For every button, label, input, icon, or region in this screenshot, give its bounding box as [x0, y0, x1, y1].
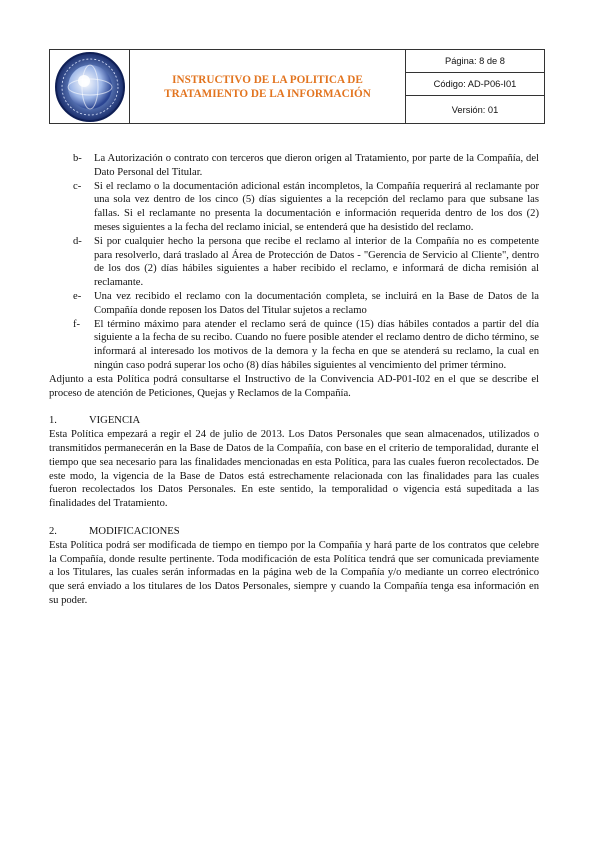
list-item	[49, 235, 539, 290]
section-heading	[49, 525, 539, 539]
item-label: d-	[73, 235, 82, 247]
document-code: Código: AD-P06-I01	[406, 73, 544, 96]
page-number: Página: 8 de 8	[406, 50, 544, 73]
section-title: MODIFICACIONES	[89, 525, 180, 537]
list-item	[49, 180, 539, 235]
section-text: Esta Política empezará a regir el 24 de julio de 2013. Los Datos Personales que sean almacenados, utilizados o transmitidos permanecerán en la Base de Datos de la Compañía, con base en el criterio de temporalidad, durante el tiempo que sea necesario para las finalidades mencionadas en esta Política, para las cuales fueron recolectados. De este modo, la vigencia de la Base de Datos está estrechamente relacionada con las finalidades para las cuales fueron recolectados los Datos Personales. En este sentido, la temporalidad o vigencia está supeditada a las finalidades del Tratamiento.	[49, 429, 539, 510]
list-item	[49, 152, 539, 180]
section-heading	[49, 414, 539, 428]
item-text: La Autorización o contrato con terceros que dieron origen al Tratamiento, por parte de la Compañía, del Dato Personal del Titular.	[94, 153, 539, 178]
title-line-2: TRATAMIENTO DE LA INFORMACIÓN	[164, 87, 371, 100]
document-header	[49, 49, 545, 124]
section-title: VIGENCIA	[89, 415, 141, 427]
logo-cell	[50, 50, 130, 123]
document-version: Versión: 01	[451, 104, 499, 115]
item-label: e-	[73, 290, 82, 302]
item-label: f-	[73, 318, 81, 330]
document-body	[49, 152, 539, 608]
section-number: 1.	[49, 415, 57, 427]
item-label: b-	[73, 153, 82, 164]
title-line-1: INSTRUCTIVO DE LA POLITICA DE	[172, 73, 363, 86]
item-text: El término máximo para atender el reclamo será de quince (15) días hábiles contados a partir del día siguiente a la fecha de su recibo. Cuando no fuere posible atender el reclamo dentro de dicho término, se informará al interesado los motivos de la demora y la fecha en que se atenderá su reclamo, la cual en ningún caso podrá superar los ocho (8) días hábiles siguientes al vencimiento del primer término.	[94, 318, 539, 371]
item-text: Una vez recibido el reclamo con la documentación completa, se incluirá en la Base de Datos de la Compañía donde reposen los Datos del Titular sujetos a reclamo	[94, 290, 539, 316]
section-text: Esta Política podrá ser modificada de tiempo en tiempo por la Compañía y hará parte de los contratos que celebre la Compañía, donde resulte pertinente. Toda modificación de esta Política tendrá que ser comunicada previamente a los Titulares, las cuales serán informadas en la página web de la Compañía y/o mediante un correo electrónico que será enviado a los titulares de los Datos Personales, siempre y cuando la Compañía tenga esa información en su poder.	[49, 539, 539, 606]
item-text: Si por cualquier hecho la persona que recibe el reclamo al interior de la Compañía no es competente para resolverlo, dará traslado al Área de Protección de Datos - "Gerencia de Servicio al Cliente", dentro de los dos (2) días hábiles siguientes a haber recibido el reclamo, e informará de dicha remisión al reclamante.	[94, 235, 539, 289]
item-text: Si el reclamo o la documentación adicional están incompletos, la Compañía requerirá al reclamante por una sola vez dentro de los cinco (5) días siguientes a la recepción del reclamo para que subsane las fallas. Si el reclamante no presenta la documentación e información requerida dentro de los dos (2) meses siguientes a la fecha del reclamo inicial, se entenderá que ha desistido del reclamo.	[94, 180, 539, 233]
list-item	[49, 318, 539, 373]
institution-seal-icon	[54, 51, 126, 123]
section-number: 2.	[49, 525, 57, 537]
list-item	[49, 290, 539, 318]
item-label: c-	[73, 180, 82, 192]
document-title	[130, 50, 406, 123]
document-meta	[406, 50, 544, 123]
adjunto-paragraph: Adjunto a esta Política podrá consultarse el Instructivo de la Convivencia AD-P01-I02 en el que se describe el proceso de atención de Peticiones, Quejas y Reclamos de la Compañía.	[49, 373, 539, 399]
